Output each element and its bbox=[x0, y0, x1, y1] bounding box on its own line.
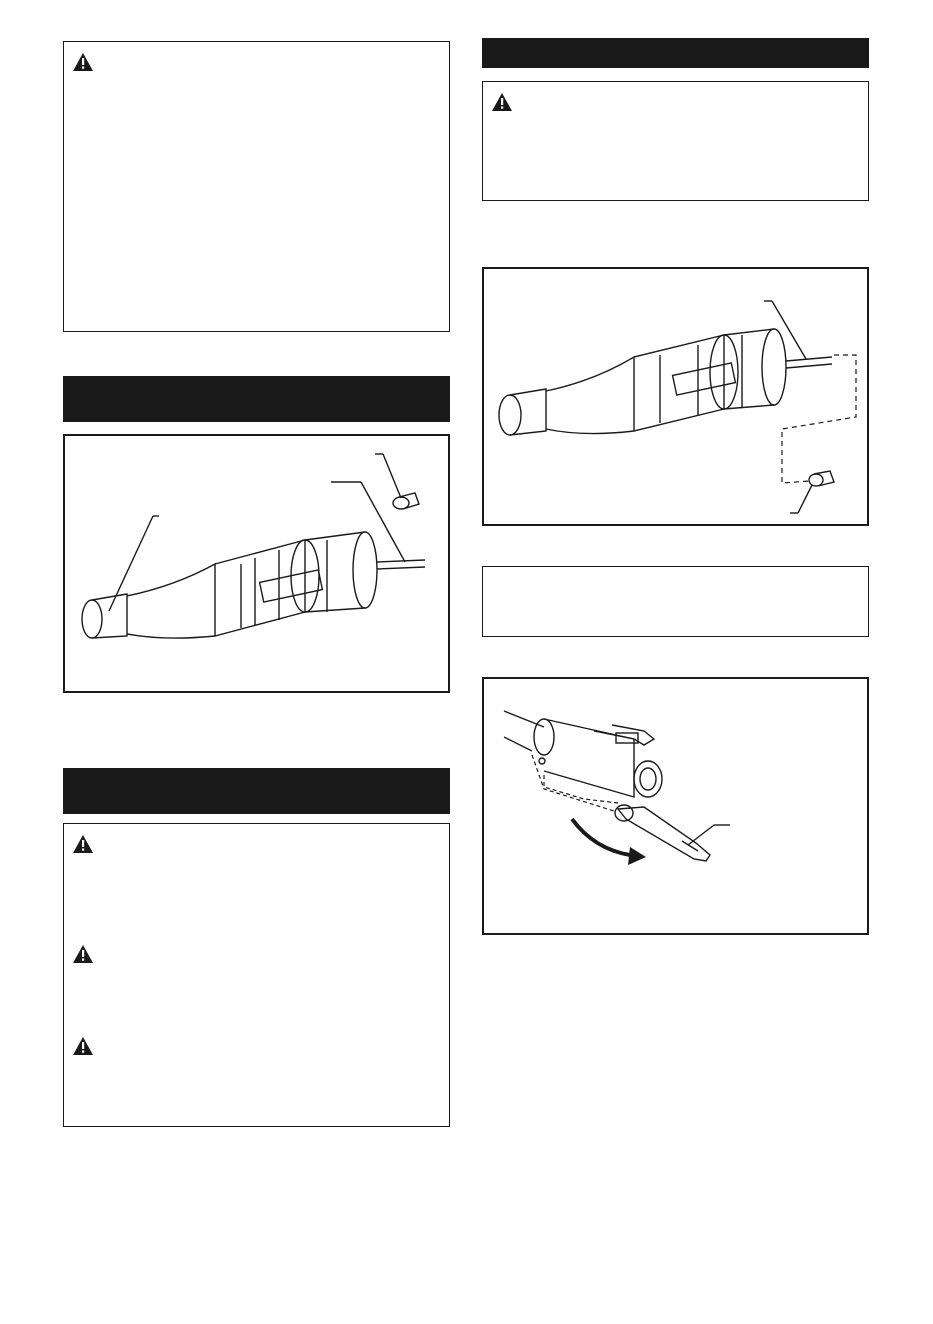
section-heading-bar-1 bbox=[63, 376, 450, 422]
warning-triangle-icon bbox=[491, 92, 513, 112]
figure-handle-lever bbox=[482, 677, 869, 935]
warning-box-top-right bbox=[482, 81, 869, 201]
warning-box-top-left bbox=[63, 41, 450, 332]
section-heading-bar-3 bbox=[482, 38, 869, 68]
handle-lever-illustration bbox=[484, 679, 867, 933]
warning-triangle-icon bbox=[72, 944, 94, 964]
warning-box-bottom-left bbox=[63, 823, 450, 1127]
note-box bbox=[482, 566, 869, 637]
section-heading-bar-2 bbox=[63, 768, 450, 814]
blower-pipe-illustration bbox=[65, 436, 448, 691]
warning-triangle-icon bbox=[72, 52, 94, 72]
blower-pipe-cap-illustration bbox=[484, 269, 867, 524]
warning-triangle-icon bbox=[72, 834, 94, 854]
figure-blower-pipe-cap-removal bbox=[482, 267, 869, 526]
warning-triangle-icon bbox=[72, 1036, 94, 1056]
figure-blower-pipe-parts bbox=[63, 434, 450, 693]
